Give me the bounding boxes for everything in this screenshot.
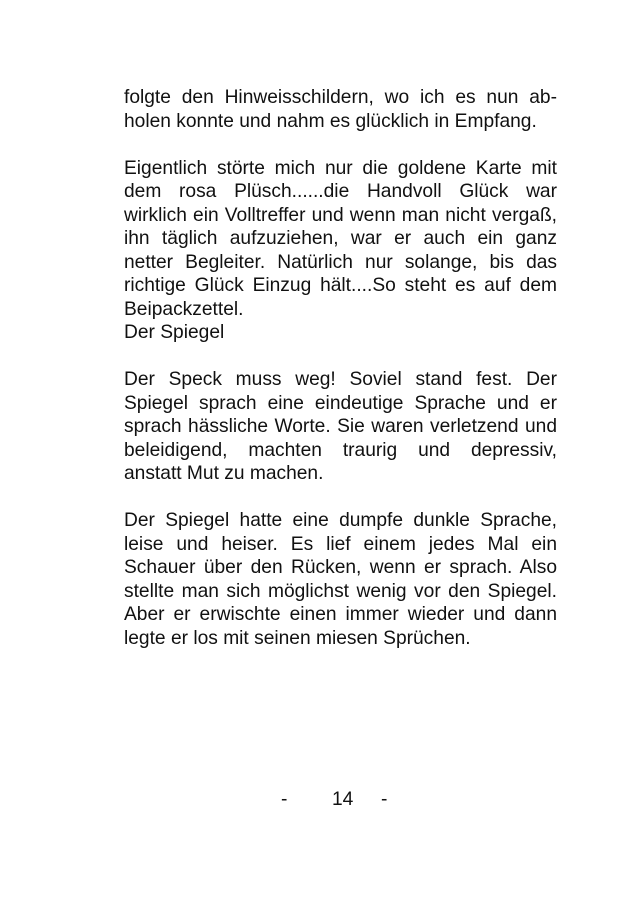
story-paragraph-1: folgte den Hinweisschildern, wo ich es nun abholen konnte und nahm es glücklich in Empfang. xyxy=(124,87,557,132)
page-number-dash-right: - xyxy=(381,789,388,810)
story-title: Der Spiegel xyxy=(124,322,225,343)
page-number: 14 xyxy=(332,789,354,810)
story-paragraph-2: Eigentlich störte mich nur die goldene Karte mit dem rosa Plüsch......die Handvoll Glück war wirklich ein Volltreffer und wenn man nicht vergaß, ihn täglich aufzuziehen, war er auch ein ganz netter Begleiter. Natürlich nur solange, bis das richtige Glück Einzug hält....So steht es auf dem Beipackzettel. xyxy=(124,157,557,320)
page-body xyxy=(124,86,557,650)
new-story-paragraph-1: Der Speck muss weg! Soviel stand fest. Der Spiegel sprach eine eindeutige Sprache und er sprach hässliche Worte. Sie waren verletzend und beleidigend, machten traurig und depressiv, anstatt Mut zu machen. xyxy=(124,369,557,484)
new-story-paragraph-2: Der Spiegel hatte eine dumpfe dunkle Sprache, leise und heiser. Es lief einem jedes Mal ein Schauer über den Rücken, wenn er sprach. Also stellte man sich möglichst wenig vor den Spiegel. Aber er erwischte einen immer wieder und dann legte er los mit seinen miesen Sprüchen. xyxy=(124,510,557,649)
page-number-dash-left: - xyxy=(281,789,288,810)
